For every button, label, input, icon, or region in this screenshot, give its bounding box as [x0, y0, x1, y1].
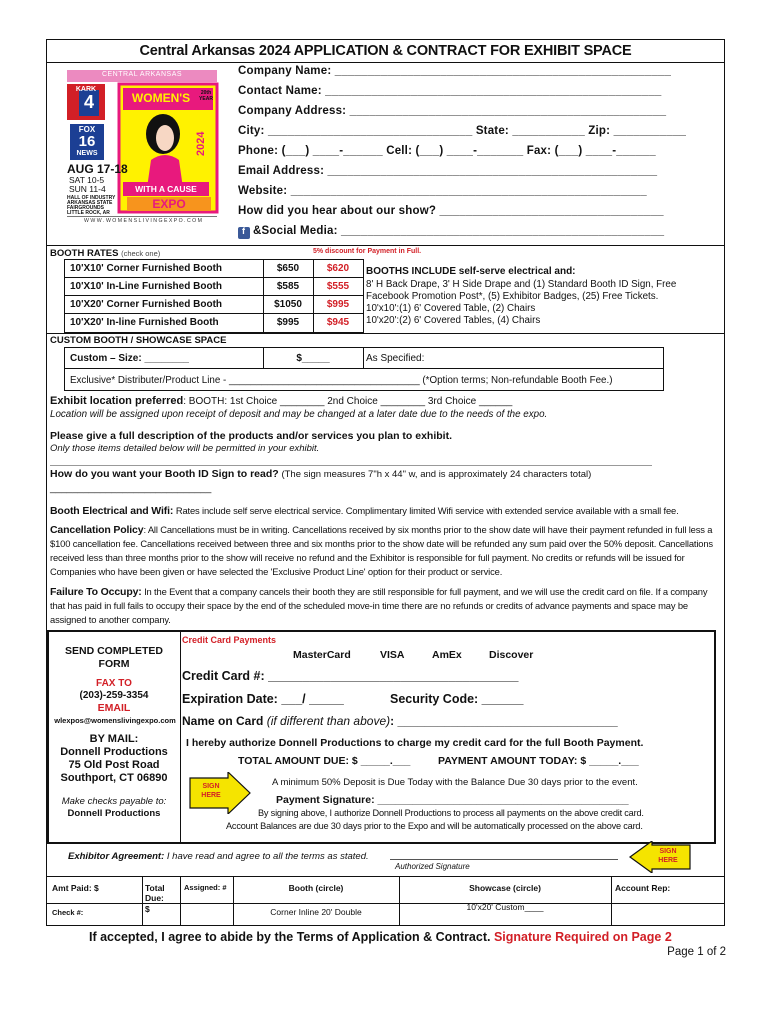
location-label: Exhibit location preferred [50, 395, 184, 407]
location-choices: : BOOTH: 1st Choice ________ 2nd Choice ________ 3rd Choice ______ [183, 396, 513, 407]
assigned-field[interactable]: Assigned: # [184, 883, 227, 892]
news-text: NEWS [76, 150, 98, 157]
mail-org: Donnell Productions [60, 746, 168, 758]
company-address-field[interactable]: Company Address: ________________________________________________ [238, 105, 667, 117]
checks-payable: Make checks payable to: [61, 796, 167, 807]
expiration-field[interactable]: Expiration Date: ___/ _____ [182, 692, 344, 706]
exclusive-field[interactable]: Exclusive* Distributer/Product Line - ___________________________________ (*Option terms; Non-refundable Booth Fee.) [70, 375, 613, 386]
logo-dates: AUG 17-18 [67, 162, 128, 176]
footer-accept [89, 930, 672, 944]
discount-note: 5% discount for Payment in Full. [313, 248, 422, 255]
rates-row-rule-2 [64, 295, 364, 296]
custom-header: CUSTOM BOOTH / SHOWCASE SPACE [50, 335, 227, 346]
description-note: Only those items detailed below will be permitted in your exhibit. [50, 443, 320, 454]
logo-sun: SUN 11-4 [69, 184, 106, 194]
name-on-card-label: Name on Card [182, 714, 264, 728]
failure-text: In the Event that a company cancels their booth they are still responsible for full payment, and we will use the credit card on file. If a company that has paid in full fails to occupy their space by the end of the scheduled move-in time there are no refunds or credits of advance payments and space may be assigned to another company. [50, 586, 708, 625]
exhibitor-agreement [68, 851, 369, 862]
total-due-dollar[interactable]: $ [145, 904, 150, 914]
rate-row-discount: $995 [326, 299, 350, 310]
card-discover[interactable]: Discover [489, 649, 534, 661]
electrical-text: Rates include self serve electrical service. Complimentary limited Wifi service with extended service available with a small fee. [175, 505, 679, 516]
footer-signature-required: Signature Required on Page 2 [493, 930, 672, 944]
payment-divider [180, 632, 181, 842]
description-heading: Please give a full description of the products and/or services you plan to exhibit. [50, 430, 453, 442]
total-amount-field[interactable]: TOTAL AMOUNT DUE: $ _____.___ [238, 755, 411, 767]
rate-row-price: $650 [276, 263, 300, 274]
phone-cell-fax-field[interactable]: Phone: (___) ____-______ Cell: (___) ____-_______ Fax: (___) ____-______ [238, 145, 656, 157]
sign-note: (The sign measures 7"h x 44" w, and is approximately 24 characters total) [281, 469, 592, 480]
rate-row-label[interactable]: 10'X20' In-line Furnished Booth [70, 317, 219, 328]
office-col-1 [142, 876, 143, 926]
sign-text-field[interactable]: _____________________________ [50, 483, 212, 494]
electrical-label: Booth Electrical and Wifi: [50, 505, 174, 517]
card-amex[interactable]: AmEx [432, 649, 462, 661]
amt-paid-field[interactable]: Amt Paid: $ [52, 883, 99, 893]
failure-label: Failure To Occupy: [50, 586, 142, 598]
custom-price-field[interactable]: $_____ [296, 353, 330, 364]
email-address[interactable]: wlexpos@womenslivingexpo.com [54, 716, 176, 725]
agreement-sign-here: SIGN HERE [658, 848, 678, 864]
contact-name-field[interactable]: Contact Name: ___________________________________________________ [238, 85, 662, 97]
agreement-label: Exhibitor Agreement: [68, 851, 165, 862]
rate-row-label[interactable]: 10'X10' In-Line Furnished Booth [70, 281, 222, 292]
fox-text: FOX [78, 125, 96, 134]
includes-line: 10'x10':(1) 6' Covered Table, (2) Chairs [366, 303, 536, 314]
cc-number-field[interactable]: Credit Card #: ____________________________________ [182, 669, 519, 683]
check-number-field[interactable]: Check #: [52, 908, 84, 917]
city-state-zip-field[interactable]: City: _______________________________ State: ___________ Zip: ___________ [238, 125, 687, 137]
cancellation-text: : All Cancellations must be in writing. Cancellations received by six months prior to the show date will have their payment refunded in full less a $100 cancellation fee. Cancellations received between three and six months prior to the show date will be refunded any sum paid over the 50% deposit. Cancellations received less than three months prior to the show will receive no refund and the Exhibitor is responsible for full payment. No credits or refunds will be issued for Companies who have been given or have selected the 'Exclusive Product Line' option for their product or service. [50, 524, 713, 577]
authorized-signature-line[interactable] [390, 859, 618, 860]
logo-year: 2024 [195, 131, 207, 156]
logo-cause: WITH A CAUSE [135, 184, 197, 194]
showcase-options[interactable]: 10'x20' Custom____ [466, 902, 544, 912]
website-field[interactable]: Website: ______________________________________________________ [238, 185, 647, 197]
electrical-info [50, 504, 722, 519]
send-form: FORM [98, 658, 130, 670]
logo-brand: WOMEN'S [131, 91, 191, 105]
sign-question [50, 468, 591, 480]
office-col-5 [611, 876, 612, 926]
woman-face [156, 125, 174, 151]
kark-number: 4 [83, 92, 94, 112]
rate-row-discount: $620 [326, 263, 350, 274]
mail-city: Southport, CT 06890 [60, 772, 168, 784]
sign-heading: How do you want your Booth ID Sign to read? [50, 468, 279, 480]
rate-row-label[interactable]: 10'X20' Corner Furnished Booth [70, 299, 223, 310]
social-media-field[interactable]: &Social Media: _________________________________________________ [253, 225, 665, 237]
logo-top-text: CENTRAL ARKANSAS [101, 71, 183, 78]
logo-venue-1: HALL OF INDUSTRY [67, 195, 116, 201]
facebook-f-glyph: f [242, 226, 245, 236]
how-heard-field[interactable]: How did you hear about our show? __________________________________ [238, 205, 664, 217]
custom-specified-field[interactable]: As Specified: [366, 353, 425, 364]
fox-number: 16 [78, 133, 96, 150]
kark-text: KARK [75, 86, 97, 93]
signature-note-2: Account Balances are due 30 days prior to the Expo and will be automatically processed on the above card. [226, 821, 643, 831]
logo-sat: SAT 10-5 [69, 175, 105, 185]
email-label: EMAIL [97, 702, 131, 714]
location-preferred[interactable] [50, 395, 512, 407]
rates-header-label: BOOTH RATES [50, 248, 119, 259]
cc-title: Credit Card Payments [182, 635, 277, 645]
fax-number[interactable]: (203)-259-3354 [79, 690, 149, 701]
name-on-card-field[interactable] [182, 714, 618, 728]
security-code-field[interactable]: Security Code: ______ [390, 692, 524, 706]
rate-row-discount: $555 [326, 281, 350, 292]
includes-line: 10'x20':(2) 6' Covered Tables, (4) Chairs [366, 315, 541, 326]
booth-options[interactable]: Corner Inline 20' Double [270, 907, 362, 917]
sign-here-label: SIGN HERE [201, 783, 221, 799]
name-on-card-line: : _________________________________ [390, 714, 618, 728]
rates-row-rule-1 [64, 277, 364, 278]
rate-row-discount: $945 [326, 317, 350, 328]
company-name-field[interactable]: Company Name: ___________________________________________________ [238, 65, 672, 77]
form-title: Central Arkansas 2024 APPLICATION & CONTRACT FOR EXHIBIT SPACE [46, 39, 725, 63]
authorized-signature-label: Authorized Signature [395, 862, 470, 871]
rate-row-label[interactable]: 10'X10' Corner Furnished Booth [70, 263, 223, 274]
card-visa[interactable]: VISA [380, 649, 405, 661]
fax-to-label: FAX TO [96, 678, 132, 689]
expo-logo [55, 70, 227, 228]
page-number: Page 1 of 2 [667, 946, 726, 958]
logo-badge-year: 20th YEAR [199, 90, 213, 102]
card-mastercard[interactable]: MasterCard [293, 649, 351, 661]
by-mail-label: BY MAIL: [89, 733, 139, 745]
includes-line: Facebook Promotion Post*, (5) Exhibitor Badges, (25) Free Tickets. [366, 291, 659, 302]
logo-url: W W W . W O M E N S L I V I N G E X P O . C O M [84, 218, 202, 224]
failure-to-occupy [50, 585, 722, 627]
showcase-circle-label: Showcase (circle) [469, 883, 541, 893]
location-note: Location will be assigned upon receipt of deposit and may be changed at a later date due to the needs of the expo. [50, 409, 548, 420]
cancellation-label: Cancellation Policy [50, 524, 144, 536]
send-completed: SEND COMPLETED [64, 645, 163, 657]
rates-header [50, 248, 160, 259]
min-deposit: A minimum 50% Deposit is Due Today with the Balance Due 30 days prior to the event. [272, 777, 638, 788]
custom-size-field[interactable]: Custom – Size: ________ [70, 353, 189, 364]
mail-street: 75 Old Post Road [68, 759, 160, 771]
payment-signature-field[interactable]: Payment Signature: ___________________________________________ [276, 794, 629, 806]
agreement-text: I have read and agree to all the terms as stated. [164, 851, 369, 862]
custom-col-2 [363, 347, 364, 369]
rates-top-rule [47, 245, 724, 246]
checks-org: Donnell Productions [67, 808, 161, 819]
description-line[interactable] [50, 465, 652, 466]
logo-venue-2: ARKANSAS STATE [67, 200, 113, 206]
rates-header-note: (check one) [121, 249, 161, 258]
rate-row-price: $1050 [274, 299, 302, 310]
name-on-card-note: (if different than above) [266, 714, 391, 728]
authorize-statement: I hereby authorize Donnell Productions to charge my credit card for the full Booth Payment. [186, 737, 644, 749]
logo-expo: EXPO [152, 197, 186, 211]
includes-title: BOOTHS INCLUDE self-serve electrical and: [366, 266, 576, 277]
payment-today-field[interactable]: PAYMENT AMOUNT TODAY: $ _____.___ [438, 755, 639, 767]
logo-venue-3: FAIRGROUNDS [67, 205, 104, 211]
office-col-2 [180, 876, 181, 926]
cancellation-policy [50, 523, 722, 579]
logo-venue-4: LITTLE ROCK, AR [67, 210, 110, 216]
custom-top-rule [47, 333, 724, 334]
rates-row-rule-3 [64, 313, 364, 314]
url-rule [67, 216, 217, 217]
account-rep-field[interactable]: Account Rep: [615, 883, 671, 893]
rate-row-price: $995 [276, 317, 300, 328]
footer-accept-text: If accepted, I agree to abide by the Terms of Application & Contract. [89, 930, 491, 944]
rate-row-price: $585 [276, 281, 300, 292]
total-due-label: Total Due: [145, 883, 165, 903]
booth-circle-label: Booth (circle) [288, 883, 344, 893]
signature-note-1: By signing above, I authorize Donnell Productions to process all payments on the above credit card. [258, 808, 644, 818]
email-field[interactable]: Email Address: __________________________________________________ [238, 165, 658, 177]
includes-line: 8' H Back Drape, 3' H Side Drape and (1) Standard Booth ID Sign, Free [366, 279, 677, 290]
